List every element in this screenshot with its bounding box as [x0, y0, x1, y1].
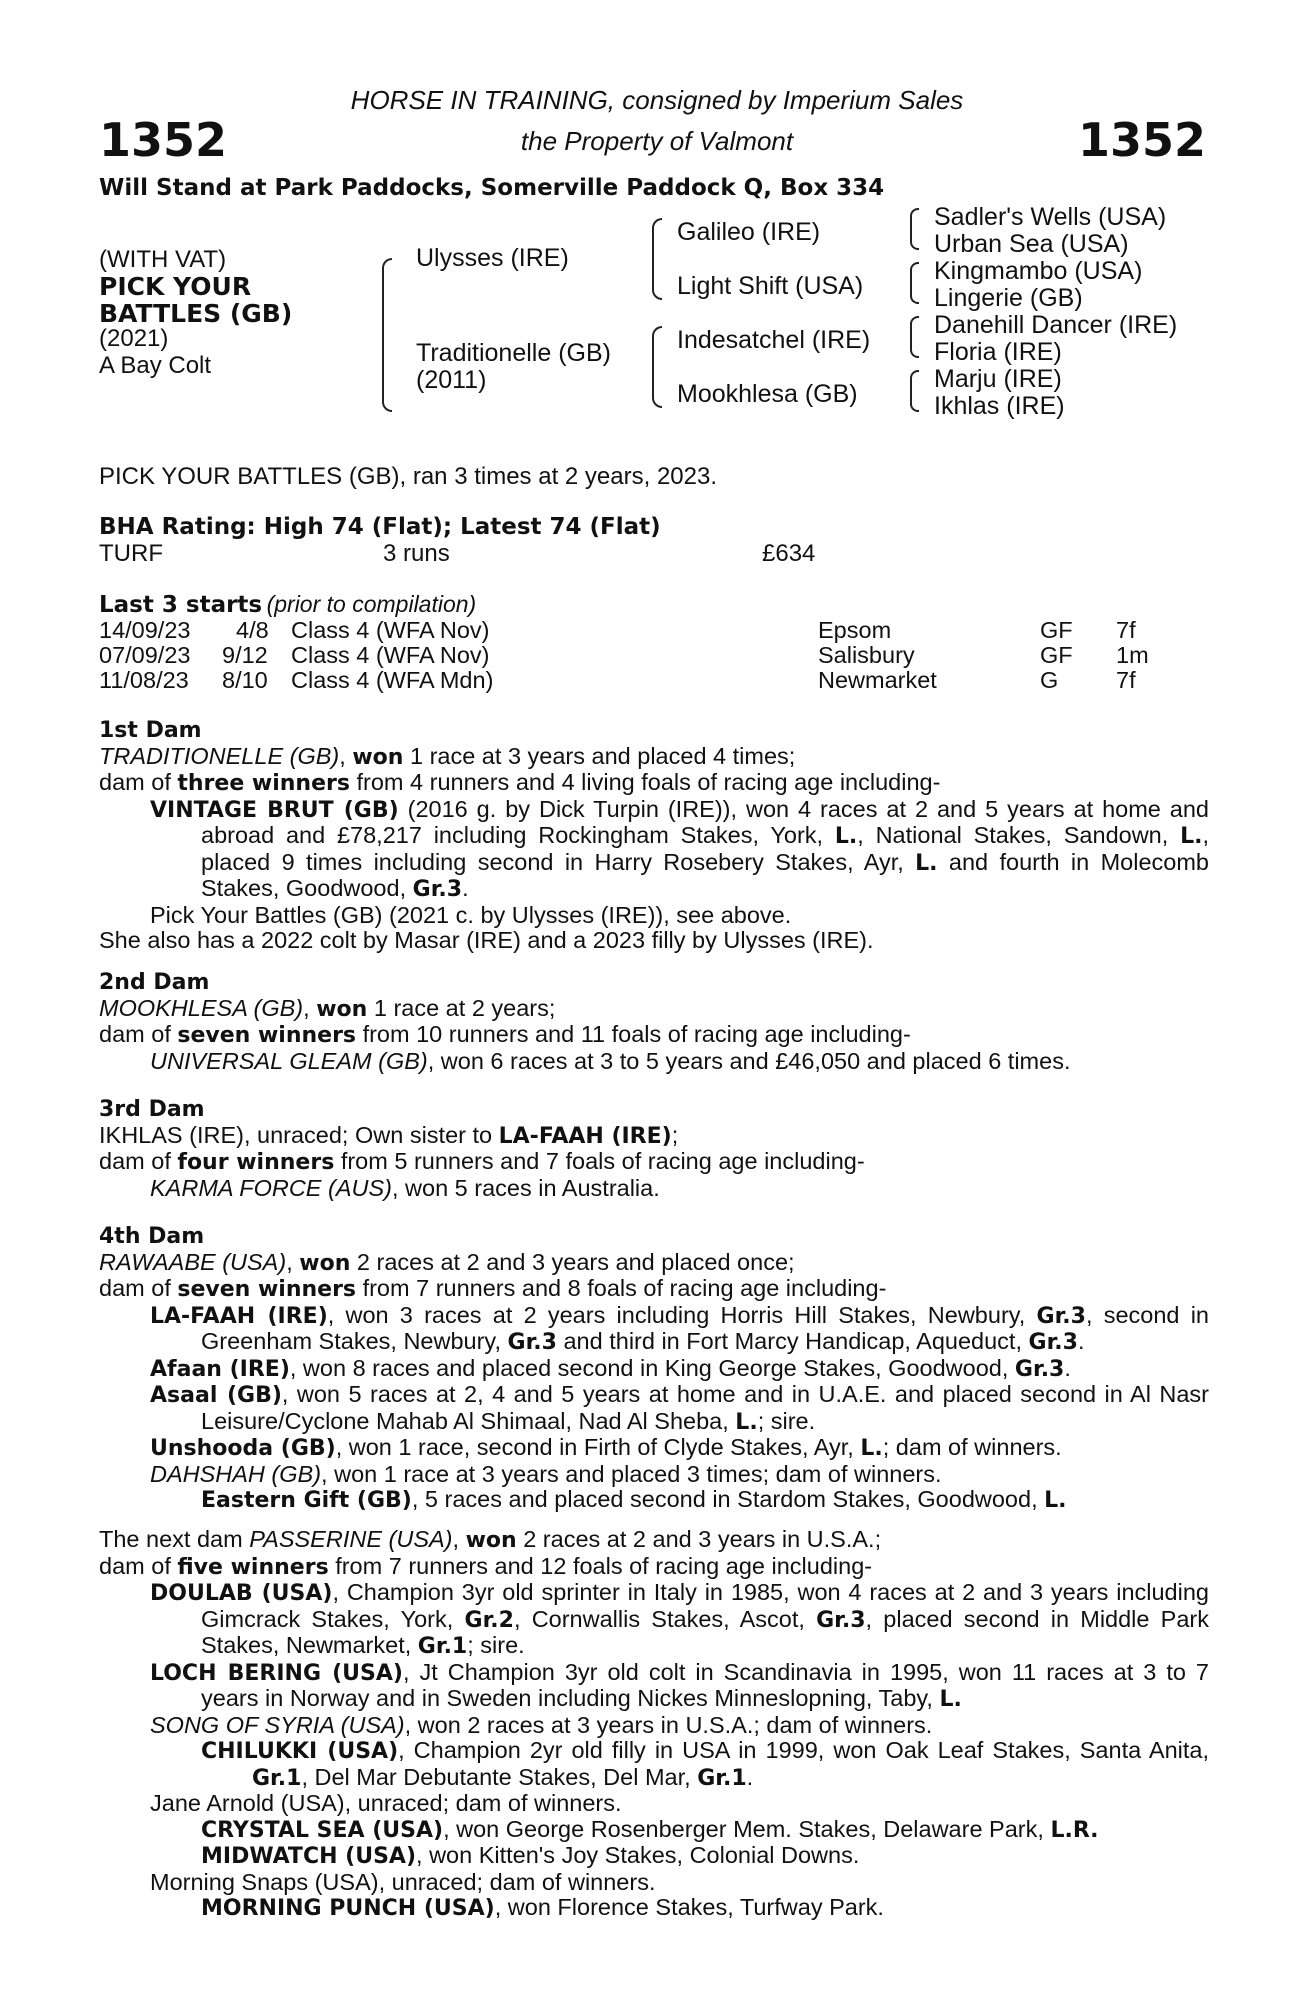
group-mark: Gr.3 [1028, 1330, 1078, 1355]
record-word: won [352, 744, 404, 770]
pedigree-dam: Traditionelle (GB) [416, 339, 611, 367]
record-word: won [465, 1528, 517, 1553]
progeny-entry [99, 1049, 1209, 1075]
horse-name-line1: PICK YOUR [99, 272, 252, 301]
pedigree-g3: Kingmambo (USA) [934, 257, 1143, 285]
pedigree-g6: Floria (IRE) [934, 338, 1062, 366]
progeny-name: Unshooda (GB) [150, 1436, 336, 1461]
progeny-text: , won Florence Stakes, Turfway Park. [494, 1894, 884, 1920]
progeny-text: ; dam of winners. [882, 1434, 1062, 1460]
progeny-name: DAHSHAH (GB) [150, 1460, 322, 1487]
progeny-entry: Morning Snaps (USA), unraced; dam of winners. [150, 1868, 656, 1895]
start-date: 11/08/23 [99, 667, 189, 693]
dam-text: ; [671, 1121, 679, 1148]
progeny-entry [99, 1895, 1209, 1922]
dam-name: RAWAABE (USA) [99, 1248, 287, 1275]
progeny-name: SONG OF SYRIA (USA) [150, 1711, 405, 1738]
consignment-line: HORSE IN TRAINING, consigned by Imperium Sales [350, 85, 964, 115]
listed-mark: L. [834, 824, 858, 849]
stand-line: Will Stand at Park Paddocks, Somerville Paddock Q, Box 334 [99, 175, 885, 201]
progeny-entry [99, 1382, 1209, 1435]
record-text: 2 races at 2 and 3 years and placed once; [356, 1248, 795, 1275]
winners-text: from 7 runners and 8 foals of racing age including- [362, 1275, 887, 1301]
foaling-year: (2021) [99, 325, 169, 352]
start-going: G [1040, 667, 1059, 693]
progeny-text: . [1064, 1354, 1071, 1381]
third-dam-section [99, 1097, 1209, 1201]
pedigree-g2: Urban Sea (USA) [934, 230, 1129, 258]
progeny-text: , Jt Champion 3yr old colt in Scandinavia in 1995, won 11 races at 3 to 7 years in Norway and in Sweden including Nickes Minneslopning, Taby, [201, 1658, 1209, 1711]
start-distance: 1m [1116, 642, 1149, 668]
pedigree-brace-g4 [910, 370, 919, 412]
produce-line [99, 1276, 1209, 1303]
winners-count: four winners [177, 1150, 335, 1175]
dam-line: MOOKHLESA (GB), won 1 race at 2 years; [99, 994, 556, 1022]
listed-mark: L. [860, 1436, 883, 1461]
group-mark: Gr.1 [697, 1765, 747, 1791]
bha-rating: BHA Rating: High 74 (Flat); Latest 74 (Flat) [99, 514, 661, 540]
rating-runs: 3 runs [383, 540, 450, 567]
record-text: 1 race at 3 years and placed 4 times; [409, 742, 796, 769]
rating-earnings: £634 [762, 540, 816, 567]
first-dam-section [99, 718, 1209, 954]
progeny-name: Asaal (GB) [150, 1383, 282, 1408]
group-mark: Gr.1 [252, 1765, 302, 1791]
dam-of: dam of [99, 1552, 171, 1579]
progeny-text: , Champion 3yr old sprinter in Italy in 1985, won 4 races at 2 and 3 years including Gimcrack Stakes, York, [201, 1579, 1209, 1632]
record-text: 1 race at 2 years; [373, 994, 556, 1021]
progeny-text: , won 5 races in Australia. [391, 1174, 660, 1201]
progeny-name: VINTAGE BRUT (GB) [150, 797, 399, 823]
start-race: Class 4 (WFA Nov) [291, 617, 490, 643]
pedigree-dam-dam: Mookhlesa (GB) [677, 380, 858, 408]
pedigree-brace-sire [652, 218, 662, 300]
next-dam-section [99, 1527, 1209, 1922]
progeny-name: LOCH BERING (USA) [150, 1660, 403, 1686]
progeny-entry: Jane Arnold (USA), unraced; dam of winners. [150, 1790, 622, 1816]
winners-text: from 5 runners and 7 foals of racing age including- [340, 1148, 865, 1174]
pedigree-sire: Ulysses (IRE) [416, 244, 569, 272]
progeny-text: and third in Fort Marcy Handicap, Aqueduct, [563, 1328, 1022, 1354]
dam-name: PASSERINE (USA) [249, 1526, 453, 1552]
pedigree-sire-sire: Galileo (IRE) [677, 218, 821, 246]
pedigree-g5: Danehill Dancer (IRE) [934, 311, 1178, 339]
start-distance: 7f [1116, 667, 1136, 693]
progeny-entry [99, 1843, 1209, 1870]
progeny-entry [99, 1303, 1209, 1356]
progeny-text: , won Kitten's Joy Stakes, Colonial Downs. [416, 1842, 860, 1868]
progeny-name: MORNING PUNCH (USA) [201, 1896, 495, 1921]
horse-name-line2: BATTLES (GB) [99, 299, 293, 328]
progeny-entry [99, 1660, 1209, 1713]
progeny-text: , Del Mar Debutante Stakes, Del Mar, [301, 1763, 691, 1790]
pedigree-g7: Marju (IRE) [934, 365, 1062, 393]
start-course: Epsom [818, 617, 892, 643]
section-heading: 4th Dam [99, 1224, 205, 1249]
group-mark: Gr.3 [507, 1330, 557, 1355]
winners-text: from 10 runners and 11 foals of racing age including- [362, 1021, 911, 1047]
dam-line: TRADITIONELLE (GB), won 1 race at 3 years and placed 4 times; [99, 742, 796, 770]
section-heading: 3rd Dam [99, 1097, 205, 1122]
dam-name: TRADITIONELLE (GB) [99, 742, 340, 769]
progeny-entry [99, 797, 1209, 903]
progeny-entry: Pick Your Battles (GB) (2021 c. by Ulysses (IRE)), see above. [150, 901, 792, 928]
pedigree-g8: Ikhlas (IRE) [934, 392, 1065, 420]
progeny-name: UNIVERSAL GLEAM (GB) [150, 1047, 428, 1074]
pedigree-sire-dam: Light Shift (USA) [677, 272, 864, 300]
progeny-name: MIDWATCH (USA) [201, 1844, 417, 1869]
listed-mark: L. [735, 1409, 758, 1435]
progeny-text: . [462, 875, 469, 901]
progeny-text: , won 3 races at 2 years including Horris Hill Stakes, Newbury, [327, 1301, 1026, 1328]
dam-line [99, 1123, 1209, 1150]
start-distance: 7f [1116, 617, 1136, 643]
progeny-text: . [1077, 1328, 1085, 1354]
dam-of: dam of [99, 1275, 171, 1301]
group-mark: Gr.3 [1014, 1356, 1065, 1382]
dam-line: RAWAABE (USA), won 2 races at 2 and 3 years and placed once; [99, 1248, 795, 1276]
dam-name: MOOKHLESA (GB) [99, 994, 304, 1021]
progeny-entry [99, 1738, 1209, 1791]
start-race: Class 4 (WFA Nov) [291, 642, 490, 668]
start-going: GF [1040, 617, 1073, 643]
lot-number-left: 1352 [99, 113, 228, 167]
fourth-dam-section [99, 1224, 1209, 1514]
produce-note: She also has a 2022 colt by Masar (IRE) and a 2023 filly by Ulysses (IRE). [99, 927, 874, 953]
progeny-text: (2016 g. by Dick Turpin (IRE)), won 4 races at 2 and 5 years at home and abroad and £78,217 including Rockingham Stakes, York, [201, 795, 1210, 848]
record-text: 2 races at 2 and 3 years in U.S.A.; [523, 1526, 882, 1552]
pedigree-brace-g3 [910, 316, 919, 358]
listed-mark: L. [1180, 824, 1203, 849]
progeny-text: , placed second in Middle Park Stakes, Newmarket, [201, 1605, 1210, 1658]
race-summary: PICK YOUR BATTLES (GB), ran 3 times at 2 years, 2023. [99, 463, 717, 490]
winners-count: seven winners [177, 1023, 357, 1048]
record-word: won [299, 1250, 351, 1276]
progeny-entry [99, 1435, 1209, 1462]
listed-mark: L. [915, 850, 938, 876]
progeny-text: , won 6 races at 3 to 5 years and £46,050 and placed 6 times. [427, 1047, 1071, 1074]
progeny-text: ; sire. [757, 1407, 816, 1434]
start-going: GF [1040, 642, 1073, 668]
dam-line: The next dam PASSERINE (USA), won 2 races at 2 and 3 years in U.S.A.; [99, 1526, 882, 1553]
listed-mark: L.R. [1050, 1817, 1099, 1843]
second-dam-section [99, 970, 1209, 1074]
progeny-text: , won 1 race, second in Firth of Clyde Stakes, Ayr, [335, 1434, 854, 1460]
progeny-text: , 5 races and placed second in Stardom Stakes, Goodwood, [411, 1486, 1038, 1512]
start-date: 14/09/23 [99, 617, 191, 643]
progeny-text: , National Stakes, Sandown, [857, 822, 1169, 848]
pedigree-brace-g1 [910, 208, 919, 250]
start-position: 8/10 [222, 667, 268, 693]
last-starts-note: (prior to compilation) [266, 591, 477, 617]
group-mark: Gr.1 [417, 1634, 468, 1659]
progeny-text: , placed 9 times including second in Harry Rosebery Stakes, Ayr, [201, 822, 1209, 875]
pedigree-g1: Sadler's Wells (USA) [934, 203, 1167, 231]
pedigree-brace-sire-dam [382, 258, 392, 412]
progeny-text: , won 2 races at 3 years in U.S.A.; dam of winners. [404, 1711, 933, 1738]
group-mark: Gr.3 [816, 1607, 866, 1633]
produce-line [99, 1149, 1209, 1176]
progeny-name: KARMA FORCE (AUS) [150, 1174, 392, 1201]
progeny-text: , Cornwallis Stakes, Ascot, [513, 1605, 805, 1632]
lot-number-right: 1352 [1077, 113, 1206, 167]
pedigree-brace-dam [652, 326, 662, 408]
progeny-text: . [746, 1763, 754, 1790]
progeny-entry [99, 1487, 1209, 1514]
produce-line [99, 770, 1209, 797]
dam-of: dam of [99, 1021, 171, 1047]
winners-count: three winners [177, 771, 350, 796]
progeny-entry [99, 1713, 1209, 1739]
progeny-text: , second in Greenham Stakes, Newbury, [201, 1301, 1209, 1354]
progeny-entry [99, 1356, 1209, 1383]
progeny-name: CHILUKKI (USA) [201, 1739, 399, 1764]
progeny-text: and fourth in Molecomb Stakes, Goodwood, [201, 848, 1209, 901]
start-course: Newmarket [818, 667, 937, 693]
progeny-entry [99, 1176, 1209, 1202]
start-date: 07/09/23 [99, 642, 191, 668]
rating-surface: TURF [99, 540, 163, 567]
property-line: the Property of Valmont [520, 126, 794, 156]
progeny-text: ; sire. [467, 1632, 525, 1658]
section-heading: 2nd Dam [99, 970, 210, 995]
listed-mark: L. [1044, 1488, 1067, 1513]
group-mark: Gr.2 [464, 1607, 514, 1633]
last-starts-title: Last 3 starts [99, 592, 263, 618]
vat-label: (WITH VAT) [99, 246, 227, 273]
start-race: Class 4 (WFA Mdn) [291, 667, 494, 693]
start-position: 4/8 [236, 617, 269, 643]
winners-text: from 7 runners and 12 foals of racing age including- [335, 1552, 873, 1579]
progeny-text: , won George Rosenberger Mem. Stakes, Delaware Park, [443, 1815, 1044, 1842]
dam-text: IKHLAS (IRE), unraced; Own sister to [99, 1121, 493, 1148]
progeny-name: LA-FAAH (IRE) [150, 1303, 328, 1329]
produce-line [99, 1022, 1209, 1049]
record-word: won [316, 996, 368, 1022]
progeny-name: Eastern Gift (GB) [201, 1488, 412, 1513]
last-starts-heading [99, 591, 476, 618]
progeny-name: DOULAB (USA) [150, 1581, 333, 1606]
start-position: 9/12 [222, 642, 268, 668]
start-course: Salisbury [818, 642, 915, 668]
pedigree-g4: Lingerie (GB) [934, 284, 1083, 312]
progeny-entry [99, 1580, 1209, 1660]
group-mark: Gr.3 [1036, 1303, 1086, 1329]
group-mark: Gr.3 [412, 877, 463, 902]
progeny-text: , won 1 race at 3 years and placed 3 times; dam of winners. [321, 1460, 942, 1487]
produce-line [99, 1554, 1209, 1581]
sister-name: LA-FAAH (IRE) [498, 1123, 672, 1149]
pedigree-dam-year: (2011) [416, 366, 487, 394]
horse-description: A Bay Colt [99, 352, 212, 379]
progeny-entry [99, 1817, 1209, 1844]
progeny-text: , won 8 races and placed second in King George Stakes, Goodwood, [289, 1354, 1009, 1381]
section-heading: 1st Dam [99, 718, 202, 743]
pedigree-brace-g2 [910, 262, 919, 304]
dam-of: dam of [99, 1148, 171, 1174]
progeny-text: , won 5 races at 2, 4 and 5 years at home and in U.A.E. and placed second in Al Nasr Leisure/Cyclone Mahab Al Shimaal, Nad Al Sheba, [201, 1381, 1209, 1434]
winners-text: from 4 runners and 4 living foals of racing age including- [356, 769, 941, 795]
winners-count: five winners [177, 1554, 329, 1580]
progeny-name: Afaan (IRE) [150, 1356, 290, 1382]
dam-of: dam of [99, 769, 171, 795]
listed-mark: L. [939, 1687, 962, 1712]
progeny-name: CRYSTAL SEA (USA) [201, 1817, 444, 1843]
winners-count: seven winners [177, 1277, 357, 1302]
progeny-entry [99, 1462, 1209, 1488]
pedigree-dam-sire: Indesatchel (IRE) [677, 326, 871, 354]
progeny-text: , Champion 2yr old filly in USA in 1999, won Oak Leaf Stakes, Santa Anita, [398, 1737, 1209, 1763]
lead-text: The next dam [99, 1526, 243, 1552]
